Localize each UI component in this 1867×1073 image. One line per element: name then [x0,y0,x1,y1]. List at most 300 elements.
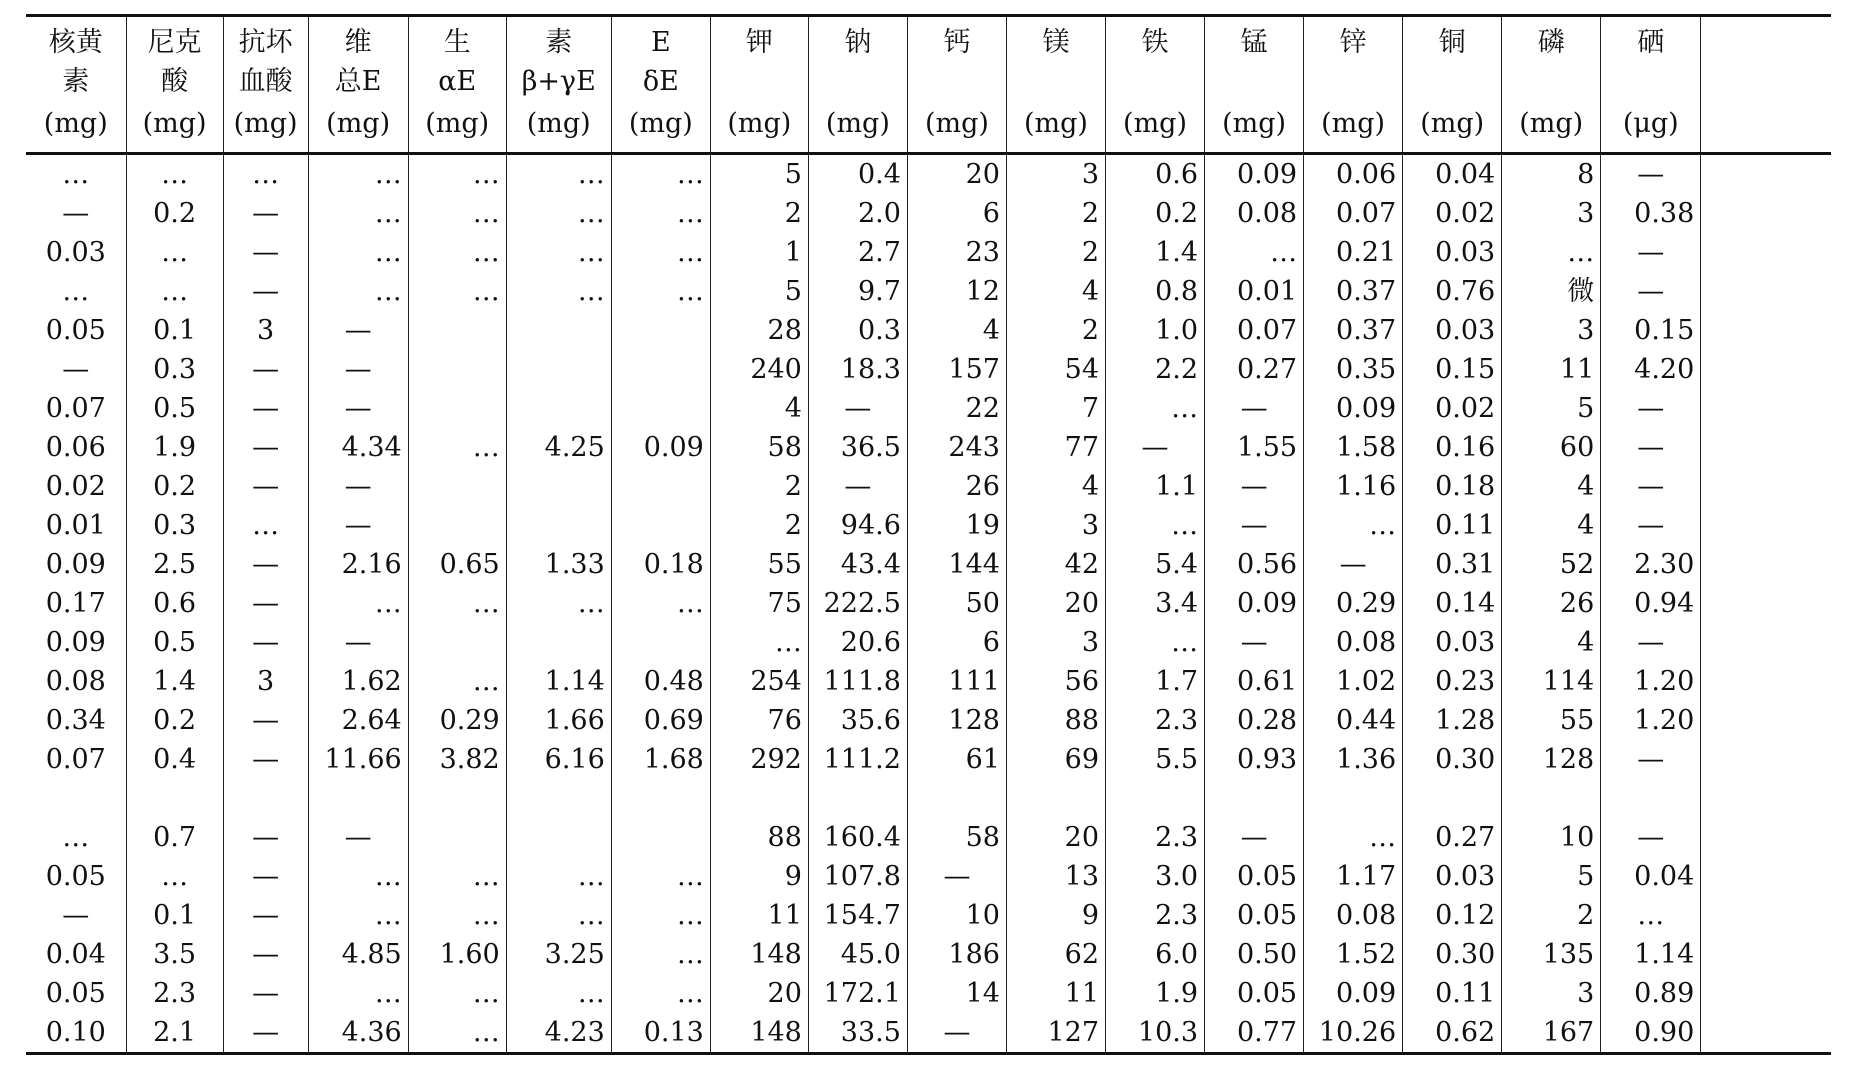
table-cell: 2.1 [126,1013,223,1054]
table-cell: 0.5 [126,389,223,428]
table-cell: 0.1 [126,896,223,935]
table-cell: … [26,153,126,194]
table-cell: 2 [1502,896,1601,935]
blank-column-cell [1701,389,1831,428]
table-cell: 2 [1006,311,1105,350]
column-header-line1: 核黄 [26,16,126,63]
table-cell: — [1205,818,1304,857]
column-header-line2: β+γE [506,62,611,101]
table-cell: 4.25 [506,428,611,467]
table-cell: 0.05 [26,974,126,1013]
column-header-line2: 酸 [126,62,223,101]
table-cell: 0.07 [1304,194,1403,233]
table-cell: … [26,818,126,857]
column-header-unit: (μg) [1601,101,1701,153]
table-cell: 111.2 [808,740,907,779]
table-row [26,350,1831,389]
table-cell: 0.34 [26,701,126,740]
table-cell: 1.68 [611,740,710,779]
table-cell: 5 [710,272,808,311]
table-cell: 4.23 [506,1013,611,1054]
table-cell: … [1601,896,1701,935]
table-cell: 0.94 [1601,584,1701,623]
table-cell: … [611,194,710,233]
blank-column-cell [1701,818,1831,857]
table-cell: … [1502,233,1601,272]
table-cell: — [223,935,308,974]
table-cell: 3 [223,662,308,701]
table-cell [408,506,506,545]
table-row [26,233,1831,272]
table-cell: 1.9 [1106,974,1205,1013]
table-cell: — [1601,428,1701,467]
table-cell: 33.5 [808,1013,907,1054]
column-header-line1: 铜 [1403,16,1502,63]
table-cell: … [408,153,506,194]
table-cell: 292 [710,740,808,779]
table-cell: 88 [1006,701,1105,740]
column-header-line1: 尼克 [126,16,223,63]
table-cell: 11 [710,896,808,935]
column-header-line1: 硒 [1601,16,1701,63]
table-cell: … [308,584,408,623]
column-header-line1: 镁 [1006,16,1105,63]
table-cell [408,389,506,428]
table-row [26,662,1831,701]
table-cell: 114 [1502,662,1601,701]
table-cell: — [223,701,308,740]
table-cell: 0.2 [126,467,223,506]
table-cell: … [408,974,506,1013]
table-cell: 3.4 [1106,584,1205,623]
table-cell: 254 [710,662,808,701]
table-cell: — [1601,389,1701,428]
table-cell: … [611,233,710,272]
table-cell: 45.0 [808,935,907,974]
table-cell: 2.16 [308,545,408,584]
table-cell: 0.05 [26,857,126,896]
table-cell: 0.2 [126,194,223,233]
header-row-1 [26,16,1831,63]
table-cell: — [26,896,126,935]
table-cell: 0.23 [1403,662,1502,701]
table-cell: … [1106,389,1205,428]
table-cell: 128 [907,701,1006,740]
table-cell: 6 [907,194,1006,233]
table-cell: 4.20 [1601,350,1701,389]
blank-column-header [1701,101,1831,153]
column-header-line1: 钾 [710,16,808,63]
table-cell: … [223,153,308,194]
table-cell: 0.15 [1601,311,1701,350]
table-cell: … [308,974,408,1013]
table-cell: 1.66 [506,701,611,740]
table-cell: 1.4 [1106,233,1205,272]
table-cell: 3.25 [506,935,611,974]
column-header-line2 [1502,62,1601,101]
table-cell: … [308,857,408,896]
table-cell: 127 [1006,1013,1105,1054]
table-cell: 1.0 [1106,311,1205,350]
table-cell: … [611,272,710,311]
blank-column-cell [1701,1013,1831,1054]
table-cell: 0.11 [1403,506,1502,545]
table-cell: 6.0 [1106,935,1205,974]
table-cell: 35.6 [808,701,907,740]
table-cell: 1.58 [1304,428,1403,467]
table-cell: 0.05 [1205,857,1304,896]
table-cell [223,779,308,818]
table-cell: 4 [1502,506,1601,545]
table-cell: 0.5 [126,623,223,662]
table-cell: — [223,389,308,428]
table-cell: … [611,584,710,623]
table-cell [808,779,907,818]
table-row [26,389,1831,428]
table-cell: 0.10 [26,1013,126,1054]
table-cell: — [223,194,308,233]
blank-column-cell [1701,974,1831,1013]
table-cell: 0.18 [1403,467,1502,506]
table-cell: 6 [907,623,1006,662]
table-cell: — [223,1013,308,1054]
table-cell: 0.09 [1304,974,1403,1013]
table-cell: 55 [710,545,808,584]
table-cell: 0.03 [1403,233,1502,272]
table-cell [408,350,506,389]
table-cell: 1.52 [1304,935,1403,974]
table-cell: … [611,974,710,1013]
table-cell: 0.02 [26,467,126,506]
blank-column-cell [1701,233,1831,272]
table-row [26,818,1831,857]
table-cell: 2.3 [1106,896,1205,935]
table-cell: 22 [907,389,1006,428]
table-cell: 0.01 [26,506,126,545]
table-cell: — [223,974,308,1013]
table-cell: 0.38 [1601,194,1701,233]
table-cell: 0.09 [611,428,710,467]
table-cell: — [223,545,308,584]
table-cell: 0.05 [1205,974,1304,1013]
table-row [26,701,1831,740]
table-cell: 0.08 [1304,623,1403,662]
table-cell: 0.1 [126,311,223,350]
table-cell: 20 [1006,584,1105,623]
table-cell: 1.28 [1403,701,1502,740]
table-cell: 0.6 [126,584,223,623]
table-header [26,16,1831,154]
column-header-line1: 生 [408,16,506,63]
table-row [26,935,1831,974]
table-cell: … [1304,506,1403,545]
table-cell: 0.08 [1205,194,1304,233]
table-body [26,153,1831,1053]
column-header-unit: (mg) [1304,101,1403,153]
table-cell: 5 [710,153,808,194]
table-cell: … [126,153,223,194]
column-header-line2: 血酸 [223,62,308,101]
table-cell: 5 [1502,857,1601,896]
table-cell: 3.82 [408,740,506,779]
table-cell: … [126,233,223,272]
table-cell: 3 [1502,194,1601,233]
header-row-2 [26,62,1831,101]
table-cell: 52 [1502,545,1601,584]
table-cell: … [308,272,408,311]
table-cell: 0.35 [1304,350,1403,389]
table-cell: … [308,153,408,194]
table-cell: 77 [1006,428,1105,467]
table-cell: 2.2 [1106,350,1205,389]
table-cell: 0.29 [1304,584,1403,623]
table-cell: — [308,389,408,428]
table-cell: 0.03 [1403,623,1502,662]
table-cell: 3 [1006,153,1105,194]
table-cell: 0.04 [1403,153,1502,194]
table-cell [611,311,710,350]
table-cell [611,779,710,818]
table-cell: — [1601,740,1701,779]
table-cell: 0.03 [1403,311,1502,350]
table-cell: — [308,818,408,857]
column-header-unit: (mg) [1403,101,1502,153]
table-cell: 2.7 [808,233,907,272]
table-row [26,428,1831,467]
table-cell: 4 [1502,467,1601,506]
table-cell: 11 [1502,350,1601,389]
table-cell: 0.48 [611,662,710,701]
table-cell [1006,779,1105,818]
column-header-line1: 素 [506,16,611,63]
table-cell: — [26,350,126,389]
table-cell [1304,779,1403,818]
table-cell: 0.28 [1205,701,1304,740]
table-cell: — [808,389,907,428]
table-cell: 43.4 [808,545,907,584]
table-cell: 1.4 [126,662,223,701]
blank-column-header [1701,62,1831,101]
table-cell: 1.20 [1601,662,1701,701]
table-cell: … [408,233,506,272]
table-cell: 2.3 [1106,818,1205,857]
table-cell: 2.5 [126,545,223,584]
column-header-line1: 钙 [907,16,1006,63]
table-cell: 11.66 [308,740,408,779]
nutrient-table [26,14,1831,1055]
table-cell: 0.3 [808,311,907,350]
table-cell: 0.06 [26,428,126,467]
table-cell: 1.9 [126,428,223,467]
table-cell: — [808,467,907,506]
table-cell: … [506,153,611,194]
column-header-unit: (mg) [611,101,710,153]
table-row [26,740,1831,779]
table-cell: 26 [1502,584,1601,623]
blank-column-header [1701,16,1831,63]
column-header-line2 [710,62,808,101]
table-cell: 0.09 [1205,153,1304,194]
table-cell: 5 [1502,389,1601,428]
table-cell: 1.62 [308,662,408,701]
table-cell: — [223,350,308,389]
table-cell: 13 [1006,857,1105,896]
table-cell [611,623,710,662]
table-cell: … [506,272,611,311]
table-cell: 240 [710,350,808,389]
table-cell: 42 [1006,545,1105,584]
table-cell: … [611,153,710,194]
table-cell: 19 [907,506,1006,545]
table-cell: 1.1 [1106,467,1205,506]
table-cell: 4 [907,311,1006,350]
table-cell: 1.16 [1304,467,1403,506]
table-cell: 69 [1006,740,1105,779]
table-cell [611,467,710,506]
table-cell: … [1106,506,1205,545]
table-cell: 2 [710,506,808,545]
table-cell: 0.21 [1304,233,1403,272]
table-cell: 0.15 [1403,350,1502,389]
table-cell: — [1205,467,1304,506]
table-cell: 0.11 [1403,974,1502,1013]
table-cell: 20 [1006,818,1105,857]
table-cell: 0.3 [126,506,223,545]
table-cell: 0.07 [26,740,126,779]
column-header-unit: (mg) [1205,101,1304,153]
table-cell [308,779,408,818]
column-header-unit: (mg) [506,101,611,153]
table-row [26,194,1831,233]
table-cell: 0.08 [1304,896,1403,935]
table-cell: 3 [1006,506,1105,545]
table-cell: … [126,272,223,311]
table-cell: 2.3 [1106,701,1205,740]
table-cell: 54 [1006,350,1105,389]
table-cell: 0.06 [1304,153,1403,194]
table-cell: — [1601,506,1701,545]
table-cell: 0.04 [26,935,126,974]
table-cell [506,506,611,545]
table-cell: 0.27 [1403,818,1502,857]
table-cell [506,818,611,857]
table-cell: 0.93 [1205,740,1304,779]
table-cell: 0.37 [1304,272,1403,311]
table-cell: 135 [1502,935,1601,974]
table-cell [408,818,506,857]
column-header-line2: 素 [26,62,126,101]
table-cell: 61 [907,740,1006,779]
table-cell: … [308,233,408,272]
table-cell: 4.85 [308,935,408,974]
table-cell: 2 [1006,194,1105,233]
table-cell: 0.14 [1403,584,1502,623]
table-cell: 7 [1006,389,1105,428]
column-header-line2 [808,62,907,101]
table-cell: 0.62 [1403,1013,1502,1054]
table-cell: — [26,194,126,233]
table-cell: … [506,233,611,272]
table-cell [907,779,1006,818]
table-cell: 6.16 [506,740,611,779]
table-cell: 28 [710,311,808,350]
table-cell: 0.09 [26,623,126,662]
table-cell: — [223,272,308,311]
table-cell: 20.6 [808,623,907,662]
table-cell: 0.02 [1403,194,1502,233]
blank-column-cell [1701,272,1831,311]
table-cell: 0.77 [1205,1013,1304,1054]
table-cell: 26 [907,467,1006,506]
table-cell: 2 [1006,233,1105,272]
table-cell: … [408,896,506,935]
table-cell: 0.29 [408,701,506,740]
blank-column-cell [1701,350,1831,389]
column-header-unit: (mg) [308,101,408,153]
table-cell: 0.05 [1205,896,1304,935]
column-header-line2 [1601,62,1701,101]
table-cell: 0.7 [126,818,223,857]
table-row [26,311,1831,350]
table-cell: 0.31 [1403,545,1502,584]
column-header-line2: δE [611,62,710,101]
table-cell: 94.6 [808,506,907,545]
table-cell: — [308,623,408,662]
table-cell: 76 [710,701,808,740]
table-cell: 0.50 [1205,935,1304,974]
table-cell: … [308,194,408,233]
table-cell [1601,779,1701,818]
column-header-line2 [1205,62,1304,101]
column-header-line1: 锰 [1205,16,1304,63]
table-cell: 3 [1502,311,1601,350]
table-cell: 0.01 [1205,272,1304,311]
blank-column-cell [1701,740,1831,779]
table-cell: 20 [710,974,808,1013]
column-header-line2 [907,62,1006,101]
table-cell: 154.7 [808,896,907,935]
table-row [26,623,1831,662]
table-cell: 148 [710,935,808,974]
column-header-unit: (mg) [907,101,1006,153]
table-cell [710,779,808,818]
table-cell: 2.0 [808,194,907,233]
table-cell [26,779,126,818]
table-cell [611,506,710,545]
table-cell: 0.07 [1205,311,1304,350]
table-cell: 0.3 [126,350,223,389]
table-cell: … [1106,623,1205,662]
table-cell: 0.17 [26,584,126,623]
table-cell: 60 [1502,428,1601,467]
table-cell: … [408,662,506,701]
table-cell [506,779,611,818]
table-cell: 微 [1502,272,1601,311]
table-cell: 3.0 [1106,857,1205,896]
table-row [26,545,1831,584]
table-cell: … [408,428,506,467]
table-cell: 0.2 [126,701,223,740]
column-header-line1: 维 [308,16,408,63]
column-header-unit: (mg) [710,101,808,153]
table-cell: 36.5 [808,428,907,467]
table-cell: 0.16 [1403,428,1502,467]
column-header-line1: 磷 [1502,16,1601,63]
column-header-line2: 总E [308,62,408,101]
column-header-unit: (mg) [1502,101,1601,153]
table-cell [408,467,506,506]
table-cell: 62 [1006,935,1105,974]
